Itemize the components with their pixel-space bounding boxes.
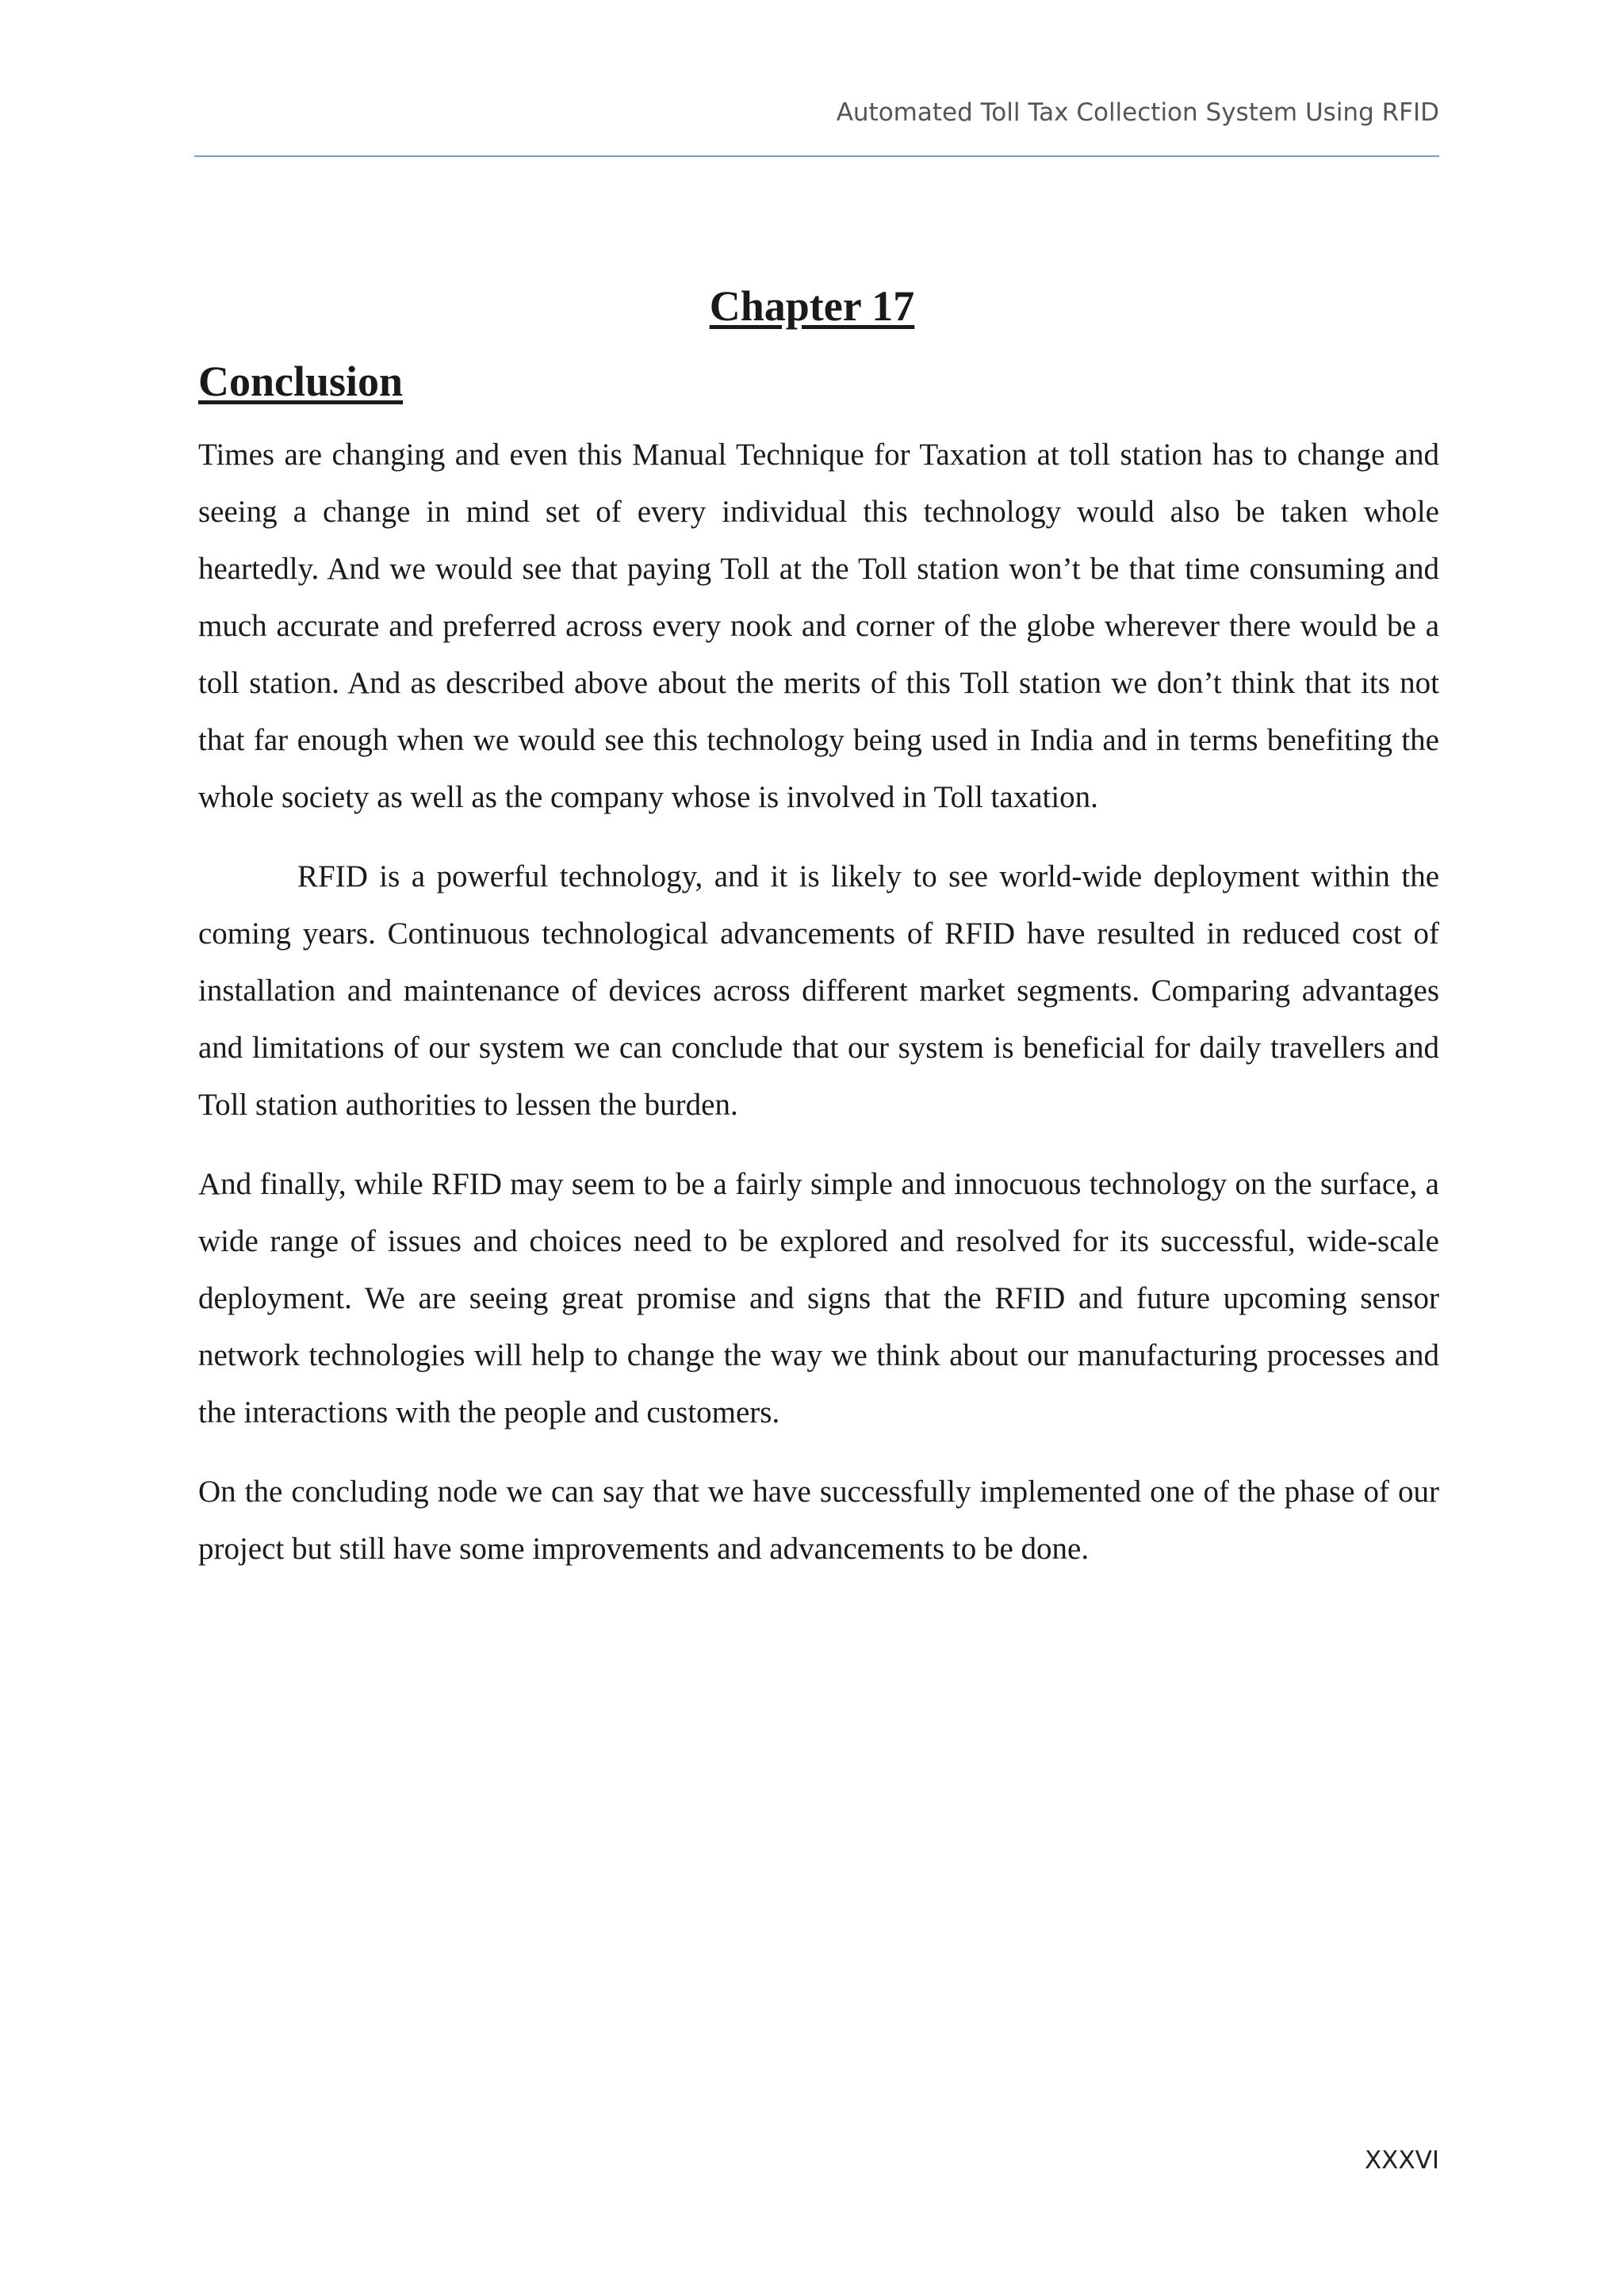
body-text — [198, 427, 1439, 1600]
section-heading: Conclusion — [198, 358, 404, 405]
page-number: XXXVI — [1364, 2146, 1439, 2175]
page-header — [194, 95, 1439, 157]
chapter-heading: Chapter 17 — [709, 282, 915, 330]
paragraph-2: RFID is a powerful technology, and it is likely to see world-wide deployment within the coming years. Continuous technological advancements of RFID have resulted in reduced cost of installation and maintenance of devices across different market segments. Comparing advantages and limitations of our system we can conclude that our system is beneficial for daily travellers and Toll station authorities to lessen the burden. — [198, 859, 1439, 1122]
paragraph-4: On the concluding node we can say that we have successfully implemented one of the phase of our project but still have some improvements and advancements to be done. — [198, 1475, 1439, 1566]
running-header-title: Automated Toll Tax Collection System Using RFID — [836, 98, 1439, 127]
paragraph-1: Times are changing and even this Manual Technique for Taxation at toll station has to change and seeing a change in mind set of every individual this technology would also be taken whole heartedly. And we would see that paying Toll at the Toll station won’t be that time consuming and much accurate and preferred across every nook and corner of the globe wherever there would be a toll station. And as described above about the merits of this Toll station we don’t think that its not that far enough when we would see this technology being used in India and in terms benefiting the whole society as well as the company whose is involved in Toll taxation. — [198, 438, 1439, 814]
paragraph-3: And finally, while RFID may seem to be a fairly simple and innocuous technology on the surface, a wide range of issues and choices need to be explored and resolved for its successful, wide-scale deployment. We are seeing great promise and signs that the RFID and future upcoming sensor network technologies will help to change the way we think about our manufacturing processes and the interactions with the people and customers. — [198, 1167, 1439, 1429]
